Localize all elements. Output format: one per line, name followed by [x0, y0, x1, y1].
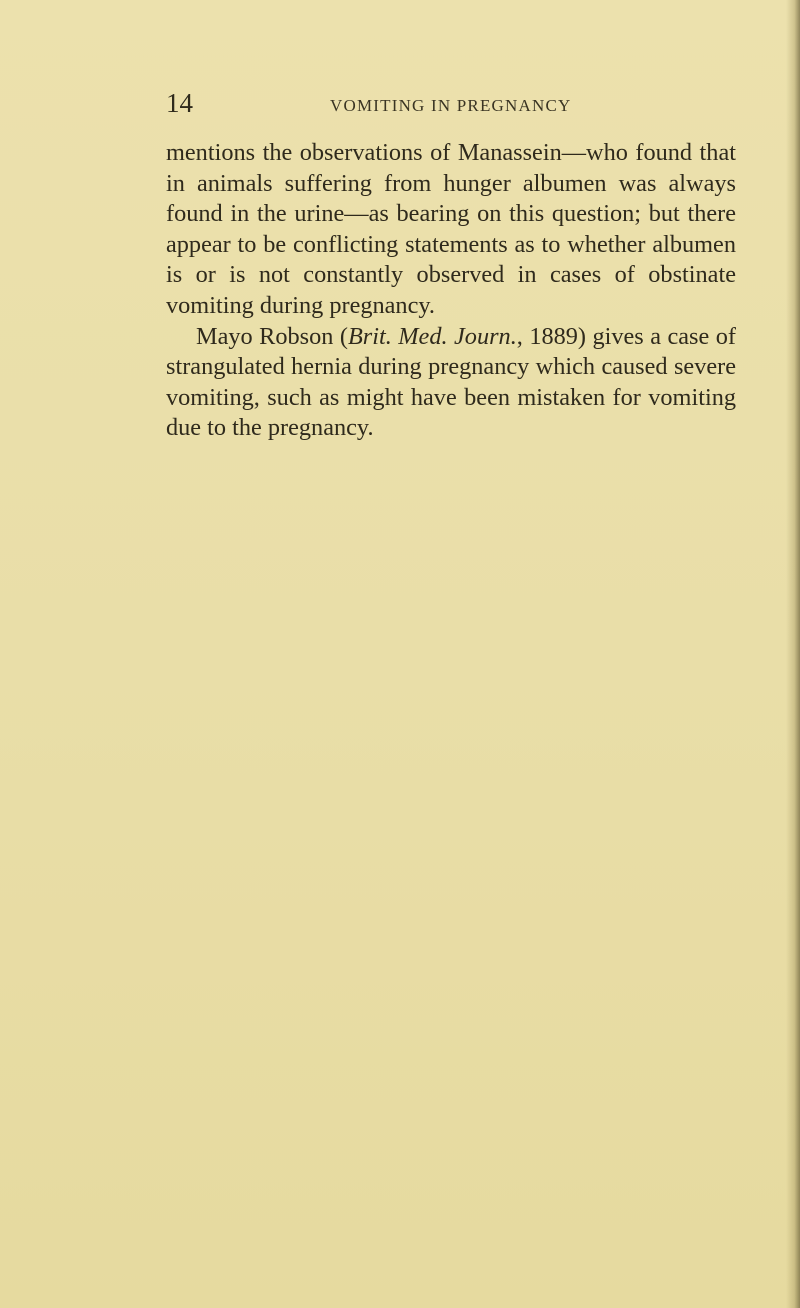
- paragraph: [166, 322, 736, 444]
- body-text: [166, 138, 736, 444]
- paragraph-text: Mayo Robson (: [196, 322, 348, 350]
- paragraph: mentions the observations of Manassein—who found that in animals suffering from hunger albumen was always found in the urine—as bearing on this question; but there appear to be conflicting statements as to whether albumen is or is not constantly observed in cases of obstinate vomiting during pregnancy.: [166, 139, 736, 319]
- running-title: VOMITING IN PREGNANCY: [330, 96, 572, 115]
- citation: Brit. Med. Journ.: [347, 322, 517, 350]
- paragraph-text: , 1889) gives a case of strangulated hernia during pregnancy which caused severe vomiting, such as might have been mistaken for vomiting due to the pregnancy.: [166, 322, 736, 442]
- page-edge-shadow: [786, 0, 800, 1308]
- page-number: 14: [166, 88, 193, 118]
- page-header: [166, 88, 726, 122]
